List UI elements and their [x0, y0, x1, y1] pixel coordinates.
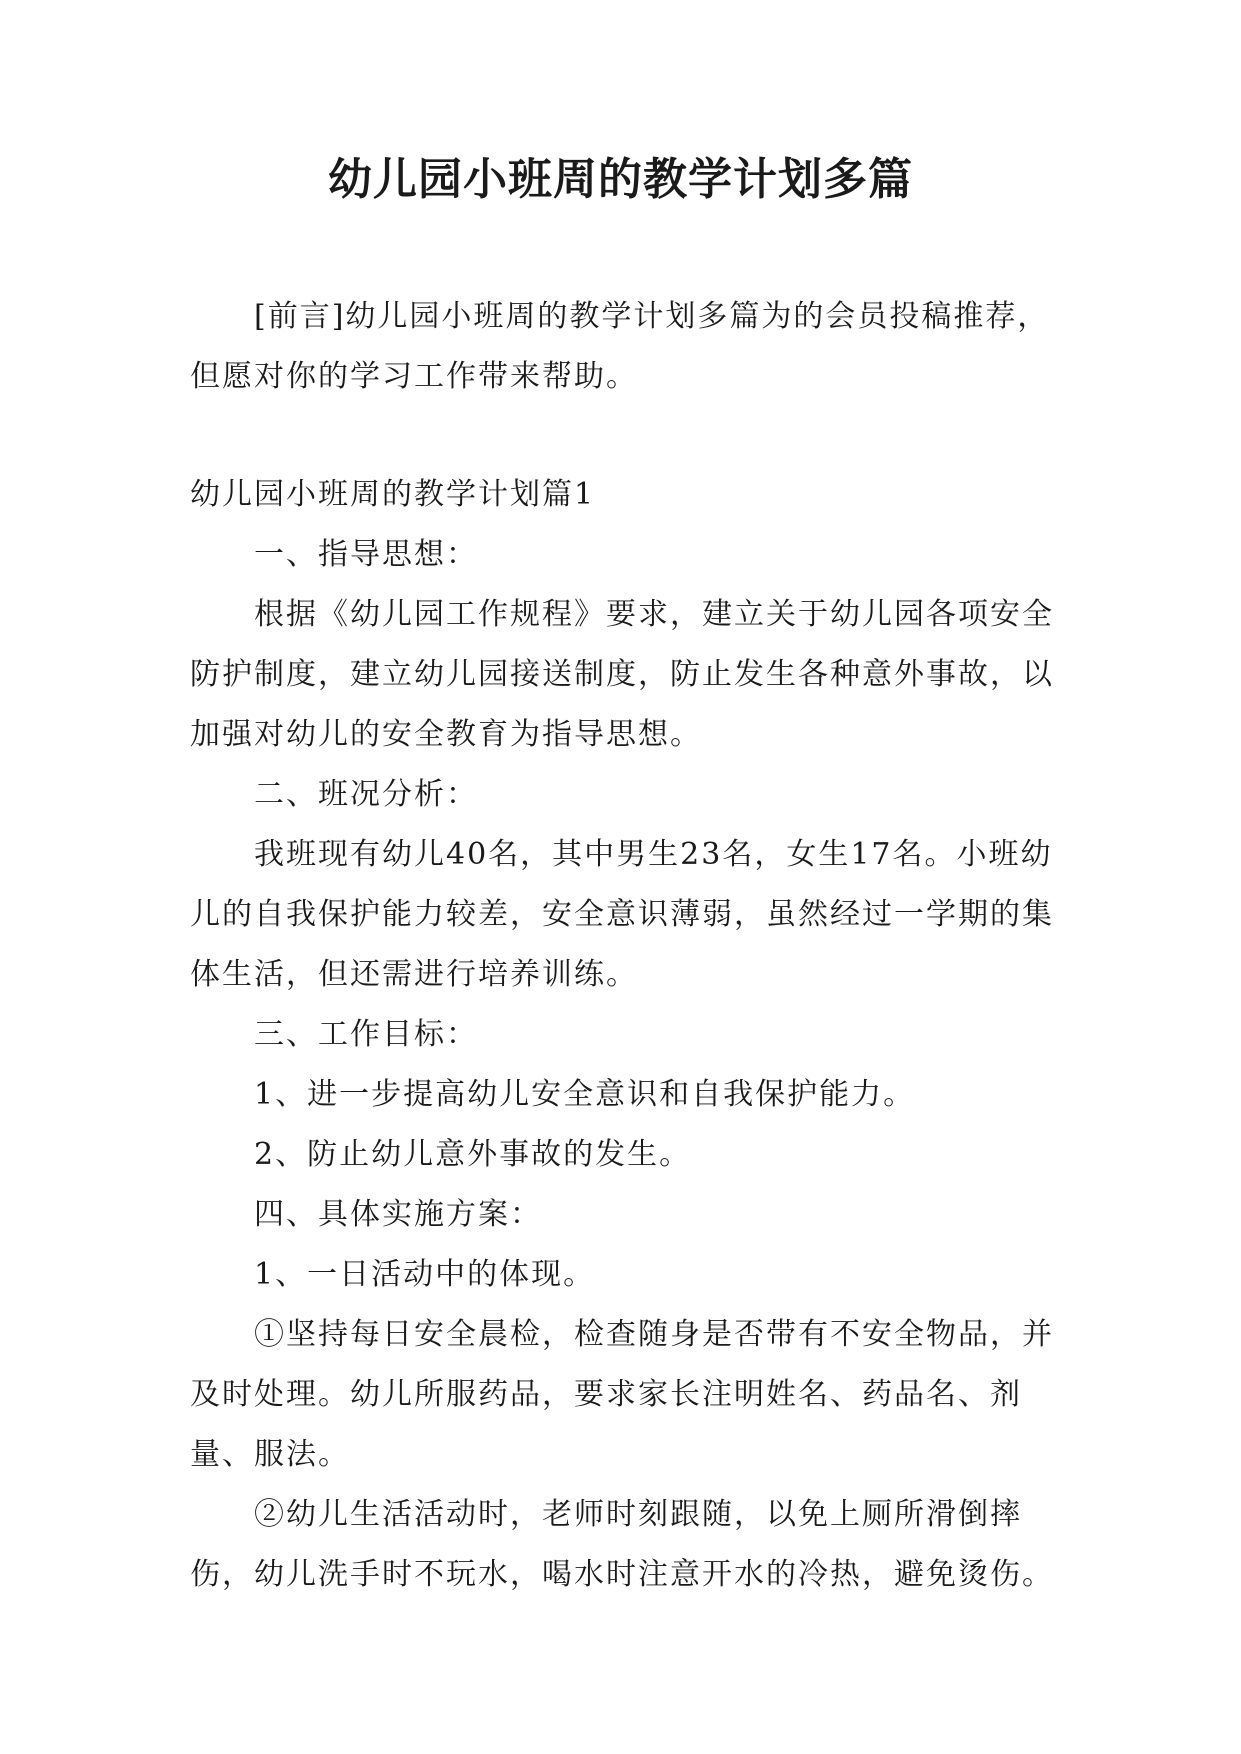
goal-item-2: 2、防止幼儿意外事故的发生。: [254, 1137, 692, 1172]
goal-item-1: 1、进一步提高幼儿安全意识和自我保护能力。: [254, 1077, 916, 1112]
heading-class-analysis: 二、班况分析：: [254, 777, 478, 812]
document-title: 幼儿园小班周的教学计划多篇: [328, 154, 913, 205]
heading-work-goals: 三、工作目标：: [254, 1017, 478, 1052]
paragraph-class-analysis: 我班现有幼儿40名，其中男生23名，女生17名。小班幼儿的自我保护能力较差，安全意识薄弱，虽然经过一学期的集体生活，但还需进行培养训练。: [190, 837, 1054, 992]
heading-implementation-plan: 四、具体实施方案：: [254, 1197, 542, 1232]
section-title: 幼儿园小班周的教学计划篇1: [190, 477, 596, 512]
document-body: [190, 287, 1070, 1605]
plan-detail-daily-activity: ②幼儿生活活动时，老师时刻跟随，以免上厕所滑倒摔伤，幼儿洗手时不玩水，喝水时注意开水的冷热，避免烫伤。: [190, 1497, 1054, 1592]
preface-paragraph: [前言]幼儿园小班周的教学计划多篇为的会员投稿推荐，但愿对你的学习工作带来帮助。: [190, 299, 1050, 394]
heading-guiding-ideology: 一、指导思想：: [254, 537, 478, 572]
section-gap: [190, 407, 1070, 465]
plan-detail-morning-check: ①坚持每日安全晨检，检查随身是否带有不安全物品，并及时处理。幼儿所服药品，要求家长注明姓名、药品名、剂量、服法。: [190, 1317, 1054, 1472]
plan-item-1: 1、一日活动中的体现。: [254, 1257, 596, 1292]
paragraph-guiding-ideology: 根据《幼儿园工作规程》要求，建立关于幼儿园各项安全防护制度，建立幼儿园接送制度，防止发生各种意外事故，以加强对幼儿的安全教育为指导思想。: [190, 597, 1054, 752]
